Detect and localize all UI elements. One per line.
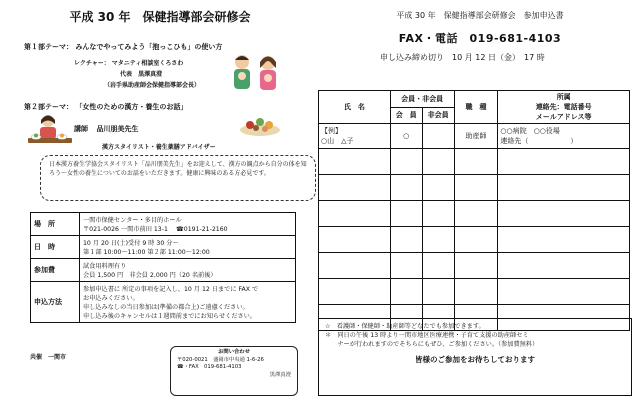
part1-lecturer-org: マタニティ相談室くろさわ bbox=[111, 60, 184, 67]
nonmember-cell[interactable] bbox=[422, 279, 454, 305]
woman-eating-illustration bbox=[26, 112, 74, 150]
info-date-line: 第１部 10:00～11:00 第２部 11:00～12:00 bbox=[83, 249, 210, 256]
part1-lecturer-label: レクチャー： bbox=[74, 60, 110, 67]
info-apply-line: お申込みください。 bbox=[83, 295, 139, 302]
header-affiliation-sub: メールアドレス等 bbox=[535, 113, 592, 121]
form-title: 平成 30 年 保健指導部会研修会 参加申込書 bbox=[396, 11, 564, 20]
part1-theme: みんなでやってみよう「抱っこひも」の使い方 bbox=[75, 43, 223, 51]
event-info-table bbox=[30, 212, 296, 323]
info-date-line: 10 月 20 日(土)受付 9 時 30 分～ bbox=[83, 240, 179, 247]
contact-title: お問い合わせ bbox=[218, 349, 250, 355]
parents-illustration bbox=[228, 52, 284, 96]
closing-message: 皆様のご参加をお待ちしております bbox=[415, 355, 535, 364]
note-line: ☆ 看護師・保健師・助産師等どなたでも参加できます。 bbox=[325, 323, 485, 330]
name-cell[interactable] bbox=[319, 149, 391, 175]
example-row bbox=[319, 124, 630, 149]
name-cell[interactable] bbox=[319, 227, 391, 253]
note-line: ＊ 同日の午後 13 時より一関市地区医療連携・子育て支援の助産師セミ bbox=[325, 332, 529, 339]
affiliation-cell[interactable] bbox=[498, 227, 630, 253]
header-member: 会 員 bbox=[390, 107, 422, 124]
nonmember-cell[interactable] bbox=[422, 201, 454, 227]
table-row[interactable] bbox=[319, 279, 630, 305]
name-cell[interactable] bbox=[319, 279, 391, 305]
table-row bbox=[31, 236, 296, 259]
nonmember-cell[interactable] bbox=[422, 175, 454, 201]
header-nonmember: 非会員 bbox=[422, 107, 454, 124]
part1-theme-label: 第１部テーマ： bbox=[24, 43, 73, 51]
job-cell[interactable] bbox=[454, 149, 498, 175]
header-affiliation: 所属 bbox=[556, 93, 571, 101]
example-member: ○ bbox=[390, 124, 422, 149]
table-row[interactable] bbox=[319, 253, 630, 279]
part2-theme-label: 第２部テーマ： bbox=[24, 103, 73, 111]
info-fee-line: 会員 1,500 円 非会員 2,000 円（20 名前後） bbox=[83, 272, 217, 279]
info-apply-line: 参加申込書に 所定の事項を記入し、10 月 12 日までに FAX で bbox=[83, 286, 259, 293]
info-fee-line: 試食用料理有り bbox=[83, 263, 127, 270]
table-row bbox=[31, 259, 296, 282]
info-place-line: 〒021-0026 一関市前田 13-1 ☎0191-21-2160 bbox=[83, 226, 228, 233]
affiliation-cell[interactable] bbox=[498, 279, 630, 305]
example-label: 【例】 bbox=[321, 127, 342, 135]
info-apply-line: 申し込みなしの当日参加は(準備の都合上)ご遠慮ください。 bbox=[83, 304, 249, 311]
info-key-date: 日 時 bbox=[31, 236, 80, 259]
deadline-text: 申し込み締め切り 10 月 12 日（金） 17 時 bbox=[380, 53, 545, 62]
part2-speaker-label: 講師 bbox=[74, 125, 88, 133]
affiliation-cell[interactable] bbox=[498, 175, 630, 201]
nonmember-cell[interactable] bbox=[422, 227, 454, 253]
example-name: ○山 △子 bbox=[321, 137, 354, 145]
name-cell[interactable] bbox=[319, 253, 391, 279]
example-affiliation: ○○病院 ○○役場 bbox=[500, 127, 560, 135]
contact-box bbox=[170, 346, 298, 396]
part1-section bbox=[24, 42, 222, 89]
table-row[interactable] bbox=[319, 175, 630, 201]
herbs-illustration bbox=[238, 108, 282, 138]
name-cell[interactable] bbox=[319, 201, 391, 227]
contact-name: 黒澤真澄 bbox=[269, 371, 291, 378]
member-cell[interactable] bbox=[390, 253, 422, 279]
info-key-fee: 参加費 bbox=[31, 259, 80, 282]
table-row[interactable] bbox=[319, 201, 630, 227]
member-cell[interactable] bbox=[390, 149, 422, 175]
table-row[interactable] bbox=[319, 227, 630, 253]
intro-box bbox=[40, 155, 316, 201]
job-cell[interactable] bbox=[454, 253, 498, 279]
intro-text: 日本漢方養生学協会スタイリスト「品川朋美先生」をお迎えして、漢方の観点から自分の体を知ろう～女性の養生についてのお話をいただきます。健康に興味のある方必見です。 bbox=[49, 161, 307, 177]
name-cell[interactable] bbox=[319, 175, 391, 201]
affiliation-cell[interactable] bbox=[498, 253, 630, 279]
job-cell[interactable] bbox=[454, 227, 498, 253]
contact-address: 〒020-0021 盛岡市中央通 1-6-26 bbox=[177, 356, 264, 363]
member-cell[interactable] bbox=[390, 175, 422, 201]
part2-speaker-name: 品川朋美先生 bbox=[96, 125, 139, 133]
member-cell[interactable] bbox=[390, 279, 422, 305]
note-line: ナーが行われますのでそちらにもぜひ、ご参加ください。（参加費無料） bbox=[325, 341, 539, 348]
flyer-title: 平成 30 年 保健指導部会研修会 bbox=[69, 10, 251, 24]
affiliation-cell[interactable] bbox=[498, 201, 630, 227]
part1-lecturer-role: （岩手県助産師会保健指導部会長） bbox=[104, 82, 201, 89]
table-row[interactable] bbox=[319, 149, 630, 175]
part2-speaker-role: 漢方スタイリスト・養生薬膳アドバイザー bbox=[102, 144, 216, 151]
example-job: 助産師 bbox=[454, 124, 498, 149]
fax-phone-line: FAX・電話 019-681-4103 bbox=[398, 32, 562, 45]
affiliation-cell[interactable] bbox=[498, 149, 630, 175]
job-cell[interactable] bbox=[454, 279, 498, 305]
info-key-apply: 申込方法 bbox=[31, 282, 80, 323]
cohost-text: 共催 一関市 bbox=[30, 354, 67, 361]
part2-theme: 「女性のための漢方・養生のお話」 bbox=[75, 103, 188, 111]
member-cell[interactable] bbox=[390, 201, 422, 227]
example-nonmember bbox=[422, 124, 454, 149]
part1-lecturer-name: 黒澤真澄 bbox=[138, 71, 163, 78]
info-apply-line: 申し込み後のキャンセルは１週間前までにお知らせください。 bbox=[83, 313, 257, 320]
table-row bbox=[31, 213, 296, 236]
registration-table bbox=[318, 90, 630, 331]
info-place-line: 一関市保健センター・多目的ホール bbox=[83, 217, 182, 224]
job-cell[interactable] bbox=[454, 175, 498, 201]
part1-lecturer-title: 代表 bbox=[120, 71, 133, 78]
job-cell[interactable] bbox=[454, 201, 498, 227]
header-name: 氏 名 bbox=[319, 91, 391, 124]
contact-fax: ☎・FAX 019-681-4103 bbox=[177, 364, 242, 370]
example-contact: 連絡先（ ） bbox=[500, 137, 578, 145]
notes-box bbox=[318, 318, 632, 396]
nonmember-cell[interactable] bbox=[422, 149, 454, 175]
header-affiliation-sub: 連絡先：電話番号 bbox=[535, 103, 592, 111]
header-member-group: 会員・非会員 bbox=[390, 91, 454, 108]
table-header-row bbox=[319, 91, 630, 108]
info-key-place: 場 所 bbox=[31, 213, 80, 236]
nonmember-cell[interactable] bbox=[422, 253, 454, 279]
member-cell[interactable] bbox=[390, 227, 422, 253]
header-job: 職 種 bbox=[454, 91, 498, 124]
table-row bbox=[31, 282, 296, 323]
